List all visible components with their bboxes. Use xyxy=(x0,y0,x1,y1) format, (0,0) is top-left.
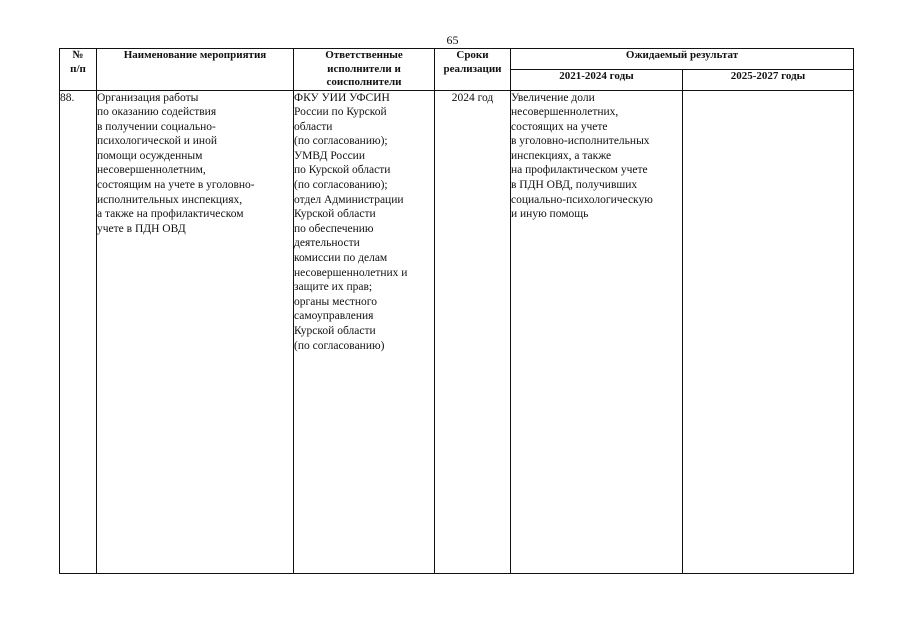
page-number: 65 xyxy=(446,33,459,47)
header-result-2021-2024: 2021-2024 годы xyxy=(511,69,683,90)
header-period: Сроки реализации xyxy=(435,49,511,91)
row-measure-name: Организация работы по оказанию содействия в получении социально- психологической и иной помощи осужденным несовершеннолетним, состоящим на учете в уголовно- исполнительных инспекциях, а также на профилактическом учете в ПДН ОВД xyxy=(97,90,294,573)
measures-table xyxy=(59,48,854,574)
header-expected-result: Ожидаемый результат xyxy=(511,49,854,70)
table-row xyxy=(60,90,854,573)
header-executors: Ответственные исполнители и соисполнители xyxy=(294,49,435,91)
header-row-top xyxy=(60,49,854,70)
row-number: 88. xyxy=(60,90,97,573)
row-result-2025-2027 xyxy=(683,90,854,573)
row-executors: ФКУ УИИ УФСИН России по Курской области (по согласованию); УМВД России по Курской области (по согласованию); отдел Администрации Курской области по обеспечению деятельности комиссии по делам несовершеннолетних и защите их прав; органы местного самоуправления Курской области (по согласованию) xyxy=(294,90,435,573)
header-measure-name: Наименование мероприятия xyxy=(97,49,294,91)
header-result-2025-2027: 2025-2027 годы xyxy=(683,69,854,90)
row-result-2021-2024: Увеличение доли несовершеннолетних, состоящих на учете в уголовно-исполнительных инспекциях, а также на профилактическом учете в ПДН ОВД, получивших социально-психологическую и иную помощь xyxy=(511,90,683,573)
header-num: № п/п xyxy=(60,49,97,91)
row-period: 2024 год xyxy=(435,90,511,573)
